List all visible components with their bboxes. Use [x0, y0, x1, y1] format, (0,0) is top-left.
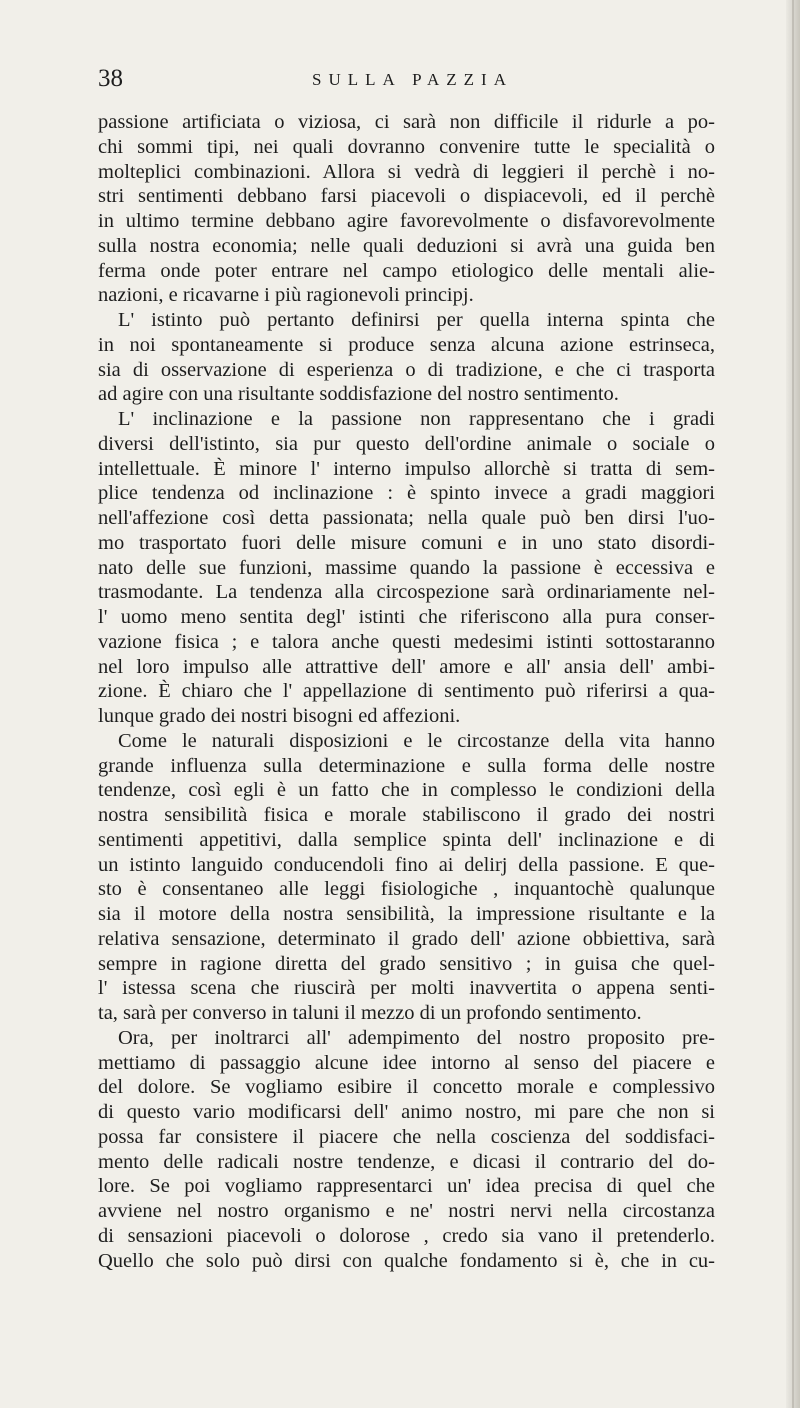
paragraph: [98, 729, 715, 1026]
text-line: plice tendenza od inclinazione : è spinto invece a gradi maggiori: [98, 482, 715, 505]
text-line: in ultimo termine debbano agire favorevolmente o disfavorevolmente: [98, 210, 715, 232]
text-line: Come le naturali disposizioni e le circostanze della vita hanno: [118, 729, 715, 752]
text-line: avviene nel nostro organismo e ne' nostri nervi nella circostanza: [98, 1200, 715, 1222]
paragraph: [98, 1026, 715, 1274]
text-line: stri sentimenti debbano farsi piacevoli o dispiacevoli, ed il perchè: [98, 185, 715, 208]
text-line: lunque grado dei nostri bisogni ed affezioni.: [98, 705, 461, 727]
text-line: passione artificiata o viziosa, ci sarà non difficile il ridurle a po-: [98, 111, 715, 133]
body-text: [98, 110, 715, 1273]
text-line: di questo vario modificarsi dell' animo nostro, mi pare che non si: [98, 1101, 715, 1123]
text-line: sentimenti appetitivi, dalla semplice spinta dell' inclinazione e di: [98, 828, 715, 851]
text-line: tendenze, così egli è un fatto che in complesso le condizioni della: [98, 779, 715, 802]
paragraph: [98, 308, 715, 407]
text-line: mettiamo di passaggio alcune idee intorno al senso del piacere e: [98, 1051, 715, 1074]
text-line: nel loro impulso alle attrattive dell' amore e all' ansia dell' ambi-: [98, 655, 715, 678]
text-line: Quello che solo può dirsi con qualche fondamento si è, che in cu-: [98, 1249, 715, 1272]
text-line: nell'affezione così detta passionata; nella quale può ben dirsi l'uo-: [98, 507, 715, 529]
page-number: 38: [98, 65, 123, 92]
text-line: del dolore. Se vogliamo esibire il concetto morale e complessivo: [98, 1076, 715, 1099]
text-line: trasmodante. La tendenza alla circospezione sarà ordinariamente nel-: [98, 581, 715, 604]
running-title: SULLA PAZZIA: [312, 70, 513, 89]
text-line: nostra sensibilità fisica e morale stabiliscono il grado dei nostri: [98, 804, 715, 826]
text-line: mo trasportato fuori delle misure comuni e in uno stato disordi-: [98, 531, 715, 554]
page-edge-line: [792, 0, 794, 1408]
text-line: intellettuale. È minore l' interno impulso allorchè si tratta di sem-: [98, 457, 715, 480]
text-line: sulla nostra economia; nelle quali deduzioni si avrà una guida ben: [98, 234, 715, 257]
text-line: zione. È chiaro che l' appellazione di sentimento può riferirsi a qua-: [98, 680, 715, 703]
text-line: l' istessa scena che riuscirà per molti inavvertita o appena senti-: [98, 977, 715, 1000]
text-line: sia il motore della nostra sensibilità, la impressione risultante e la: [98, 903, 715, 925]
text-line: ta, sarà per converso in taluni il mezzo di un profondo sentimento.: [98, 1002, 642, 1024]
text-line: molteplici combinazioni. Allora si vedrà di leggieri il perchè i no-: [98, 160, 715, 183]
text-line: L' istinto può pertanto definirsi per quella interna spinta che: [118, 309, 715, 331]
text-line: sempre in ragione diretta del grado sensitivo ; in guisa che quel-: [98, 952, 715, 975]
text-line: sto è consentaneo alle leggi fisiologiche , inquantochè qualunque: [98, 878, 715, 901]
text-line: grande influenza sulla determinazione e sulla forma delle nostre: [98, 754, 715, 777]
text-line: chi sommi tipi, nei quali dovranno convenire tutte le specialità o: [98, 135, 715, 158]
text-line: l' uomo meno sentita degl' istinti che riferiscono alla pura conser-: [98, 606, 715, 628]
text-line: nazioni, e ricavarne i più ragionevoli principj.: [98, 284, 474, 307]
text-line: ad agire con una risultante soddisfazione del nostro sentimento.: [98, 383, 619, 406]
paragraph: [98, 110, 715, 308]
text-line: di sensazioni piacevoli o dolorose , credo sia vano il pretenderlo.: [98, 1224, 715, 1247]
text-line: lore. Se poi vogliamo rappresentarci un' idea precisa di quel che: [98, 1175, 715, 1198]
text-line: vazione fisica ; e talora anche questi medesimi istinti sottostaranno: [98, 630, 715, 653]
text-line: in noi spontaneamente si produce senza alcuna azione estrinseca,: [98, 333, 715, 356]
text-line: Ora, per inoltrarci all' adempimento del nostro proposito pre-: [118, 1026, 715, 1049]
page-header: [98, 64, 718, 94]
text-line: relativa sensazione, determinato il grado dell' azione obbiettiva, sarà: [98, 927, 715, 950]
text-line: un istinto languido conducendoli fino ai delirj della passione. E que-: [98, 853, 715, 876]
text-line: ferma onde poter entrare nel campo etiologico delle mentali alie-: [98, 259, 715, 282]
text-line: mento delle radicali nostre tendenze, e dicasi il contrario del do-: [98, 1150, 715, 1173]
text-line: nato delle sue funzioni, massime quando la passione è eccessiva e: [98, 556, 715, 579]
text-line: L' inclinazione e la passione non rappresentano che i gradi: [118, 408, 715, 430]
text-line: sia di osservazione di esperienza o di tradizione, e che ci trasporta: [98, 358, 715, 381]
text-line: possa far consistere il piacere che nella coscienza del soddisfaci-: [98, 1125, 715, 1148]
text-line: diversi dell'istinto, sia pur questo dell'ordine animale o sociale o: [98, 432, 715, 455]
paragraph: [98, 407, 715, 729]
